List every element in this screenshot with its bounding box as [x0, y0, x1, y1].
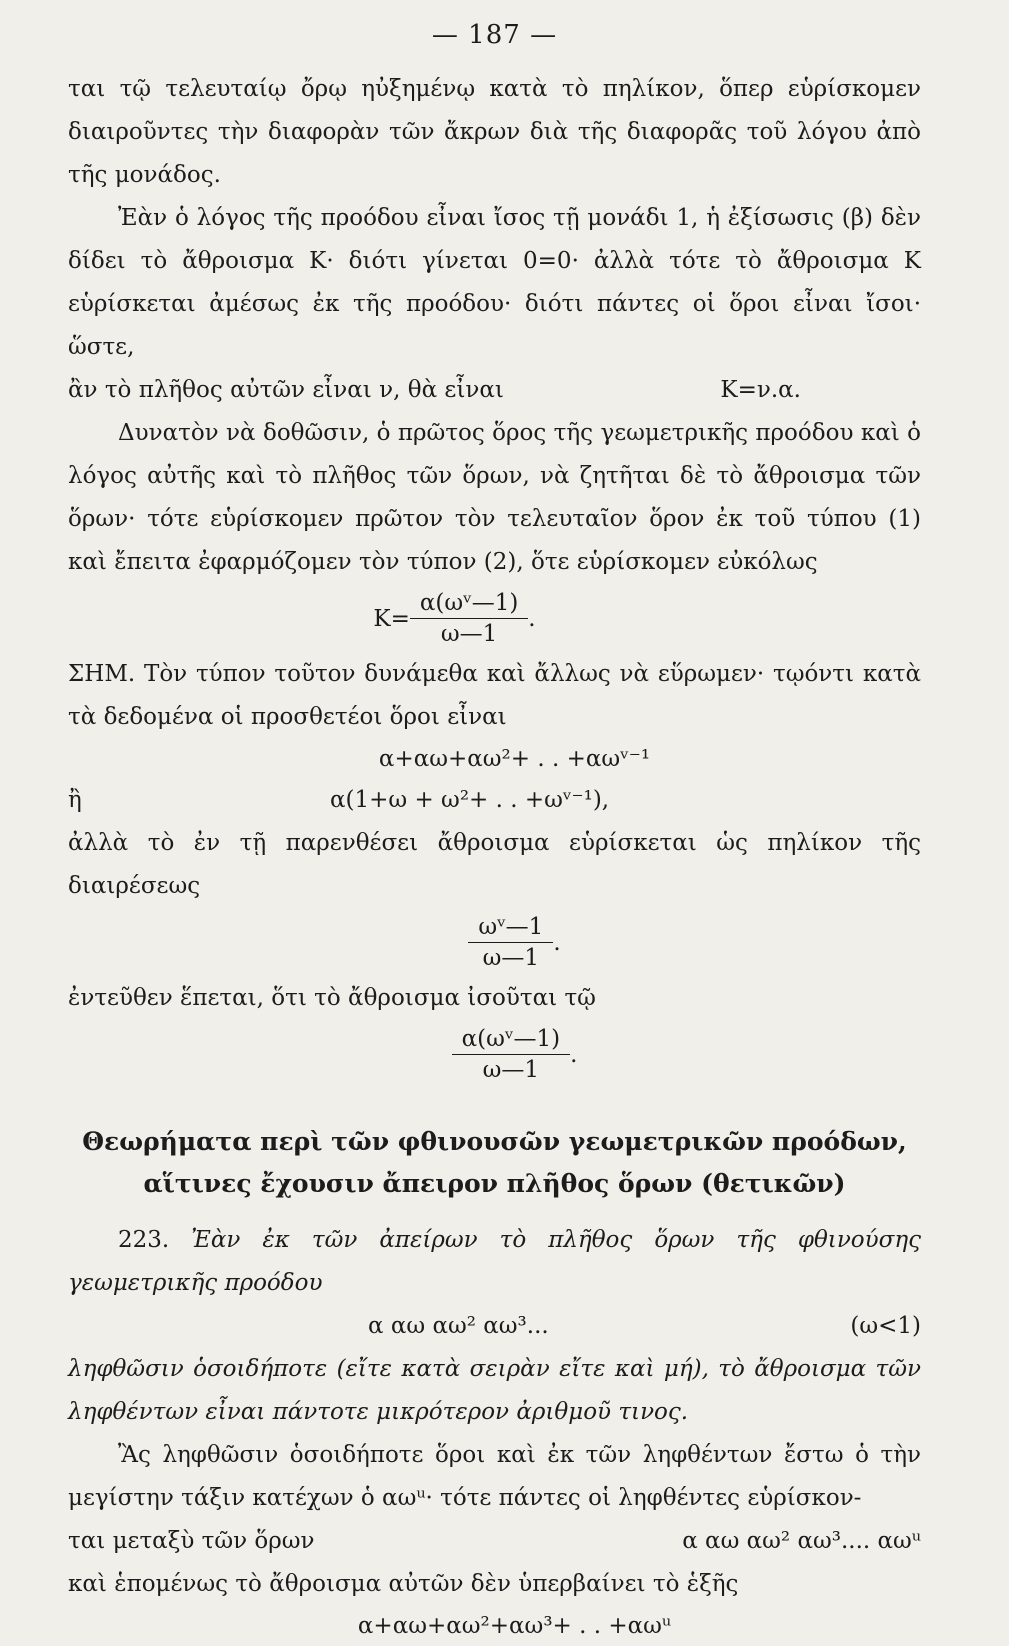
fraction-numerator: α(ωᵛ—1) [452, 1026, 570, 1055]
paragraph-sum-formula: Δυνατὸν νὰ δοθῶσιν, ὁ πρῶτος ὅρος τῆς γεωμετρικῆς προόδου καὶ ὁ λόγος αὐτῆς καὶ τὸ πλῆθος τῶν ὅρων, νὰ ζητῆται δὲ τὸ ἄθροισμα τῶν ὅρων· τότε εὑρίσκομεν πρῶτον τὸν τελευταῖον ὅρον ἐκ τοῦ τύπου (1) καὶ ἔπειτα ἐφαρμόζομεν τὸν τύπον (2), ὅτε εὑρίσκομεν εὐκόλως [68, 420, 921, 575]
theorem-text: Ἐὰν ἐκ τῶν ἀπείρων τὸ πλῆθος ὅρων τῆς φθινούσης γεωμετρικῆς προόδου [68, 1227, 921, 1296]
formula-quotient [108, 914, 921, 971]
paragraph-proof: Ἂς ληφθῶσιν ὁσοιδήποτε ὅροι καὶ ἐκ τῶν ληφθέντων ἔστω ὁ τὴν μεγίστην τάξιν κατέχων ὁ αωᵘ· τότε πάντες οἱ ληφθέντες εὑρίσκον- [68, 1442, 921, 1511]
paragraph-proof-end: καὶ ἑπομένως τὸ ἄθροισμα αὐτῶν δὲν ὑπερβαίνει τὸ ἑξῆς [68, 1571, 739, 1597]
theorem-sequence-row [68, 1305, 921, 1348]
equation-factored-row [68, 779, 921, 822]
theorem-condition: (ω<1) [850, 1313, 921, 1339]
formula-end: . [570, 1041, 578, 1068]
section-heading-line: αἵτινες ἔχουσιν ἄπειρον πλῆθος ὅρων (θετικῶν) [143, 1169, 846, 1198]
formula-k-nalpha: Κ=ν.α. [720, 377, 801, 403]
paragraph-remark: ΣΗΜ. Τὸν τύπον τοῦτον δυνάμεθα καὶ ἄλλως νὰ εὕρωμεν· τῳόντι κατὰ τὰ δεδομένα οἱ προσθετέοι ὅροι εἶναι [68, 661, 921, 730]
fraction [410, 590, 528, 647]
formula-result [108, 1026, 921, 1083]
theorem-sequence: α αω αω² αω³... [368, 1313, 549, 1339]
fraction-numerator: ωᵛ—1 [468, 914, 553, 943]
paragraph-conclusion: ἐντεῦθεν ἕπεται, ὅτι τὸ ἄθροισμα ἰσοῦται τῷ [68, 985, 596, 1011]
paragraph-continuation: ται τῷ τελευταίῳ ὄρῳ ηὐξημένῳ κατὰ τὸ πηλίκον, ὅπερ εὑρίσκομεν διαιροῦντες τὴν διαφορὰν τῶν ἄκρων διὰ τῆς διαφορᾶς τοῦ λόγου ἀπὸ τῆς μονάδος. [68, 76, 921, 188]
terms-sequence: α αω αω² αω³.... αωᵘ [682, 1528, 921, 1554]
equation-prefix: ἢ [68, 787, 82, 813]
text-fragment: ἂν τὸ πλῆθος αὐτῶν εἶναι ν, θὰ εἶναι [68, 377, 504, 403]
text-fragment: ται μεταξὺ τῶν ὅρων [68, 1528, 315, 1554]
theorem-statement [68, 1219, 921, 1305]
theorem-text-continued: ληφθῶσιν ὁσοιδήποτε (εἴτε κατὰ σειρὰν εἴτε καὶ μή), τὸ ἄθροισμα τῶν ληφθέντων εἶναι πάντοτε μικρότερον ἀριθμοῦ τινος. [68, 1356, 921, 1425]
fraction-denominator: ω—1 [482, 1057, 540, 1083]
section-heading [68, 1121, 921, 1205]
page-number: — 187 — [431, 20, 558, 50]
fraction-denominator: ω—1 [482, 945, 540, 971]
fraction-denominator: ω—1 [440, 621, 498, 647]
paragraph-ratio-one-last-line [68, 369, 921, 412]
equation-factored: α(1+ω + ω²+ . . +ωᵛ⁻¹), [330, 787, 610, 813]
equation-terms: α+αω+αω²+ . . +αωᵛ⁻¹ [378, 746, 651, 772]
fraction [452, 1026, 570, 1083]
formula-end: . [553, 929, 561, 956]
paragraph-quotient: ἀλλὰ τὸ ἐν τῇ παρενθέσει ἄθροισμα εὑρίσκεται ὡς πηλίκον τῆς διαιρέσεως [68, 830, 921, 899]
theorem-number: 223. [118, 1227, 170, 1253]
formula-lhs: Κ= [373, 605, 410, 632]
fraction [468, 914, 553, 971]
paragraph-proof-last-line [68, 1520, 921, 1563]
equation-sum-terms: α+αω+αω²+αω³+ . . +αωᵘ [357, 1613, 672, 1639]
fraction-numerator: α(ωᵛ—1) [410, 590, 528, 619]
section-heading-line: Θεωρήματα περὶ τῶν φθινουσῶν γεωμετρικῶν προόδων, [82, 1127, 907, 1156]
paragraph-ratio-one: Ἐὰν ὁ λόγος τῆς προόδου εἶναι ἴσος τῇ μονάδι 1, ἡ ἐξίσωσις (β) δὲν δίδει τὸ ἄθροισμα Κ· διότι γίνεται 0=0· ἀλλὰ τότε τὸ ἄθροισμα Κ εὑρίσκεται ἀμέσως ἐκ τῆς προόδου· διότι πάντες οἱ ὅροι εἶναι ἴσοι· ὥστε, [68, 205, 921, 360]
formula-sum [0, 590, 921, 647]
formula-end: . [528, 605, 536, 632]
